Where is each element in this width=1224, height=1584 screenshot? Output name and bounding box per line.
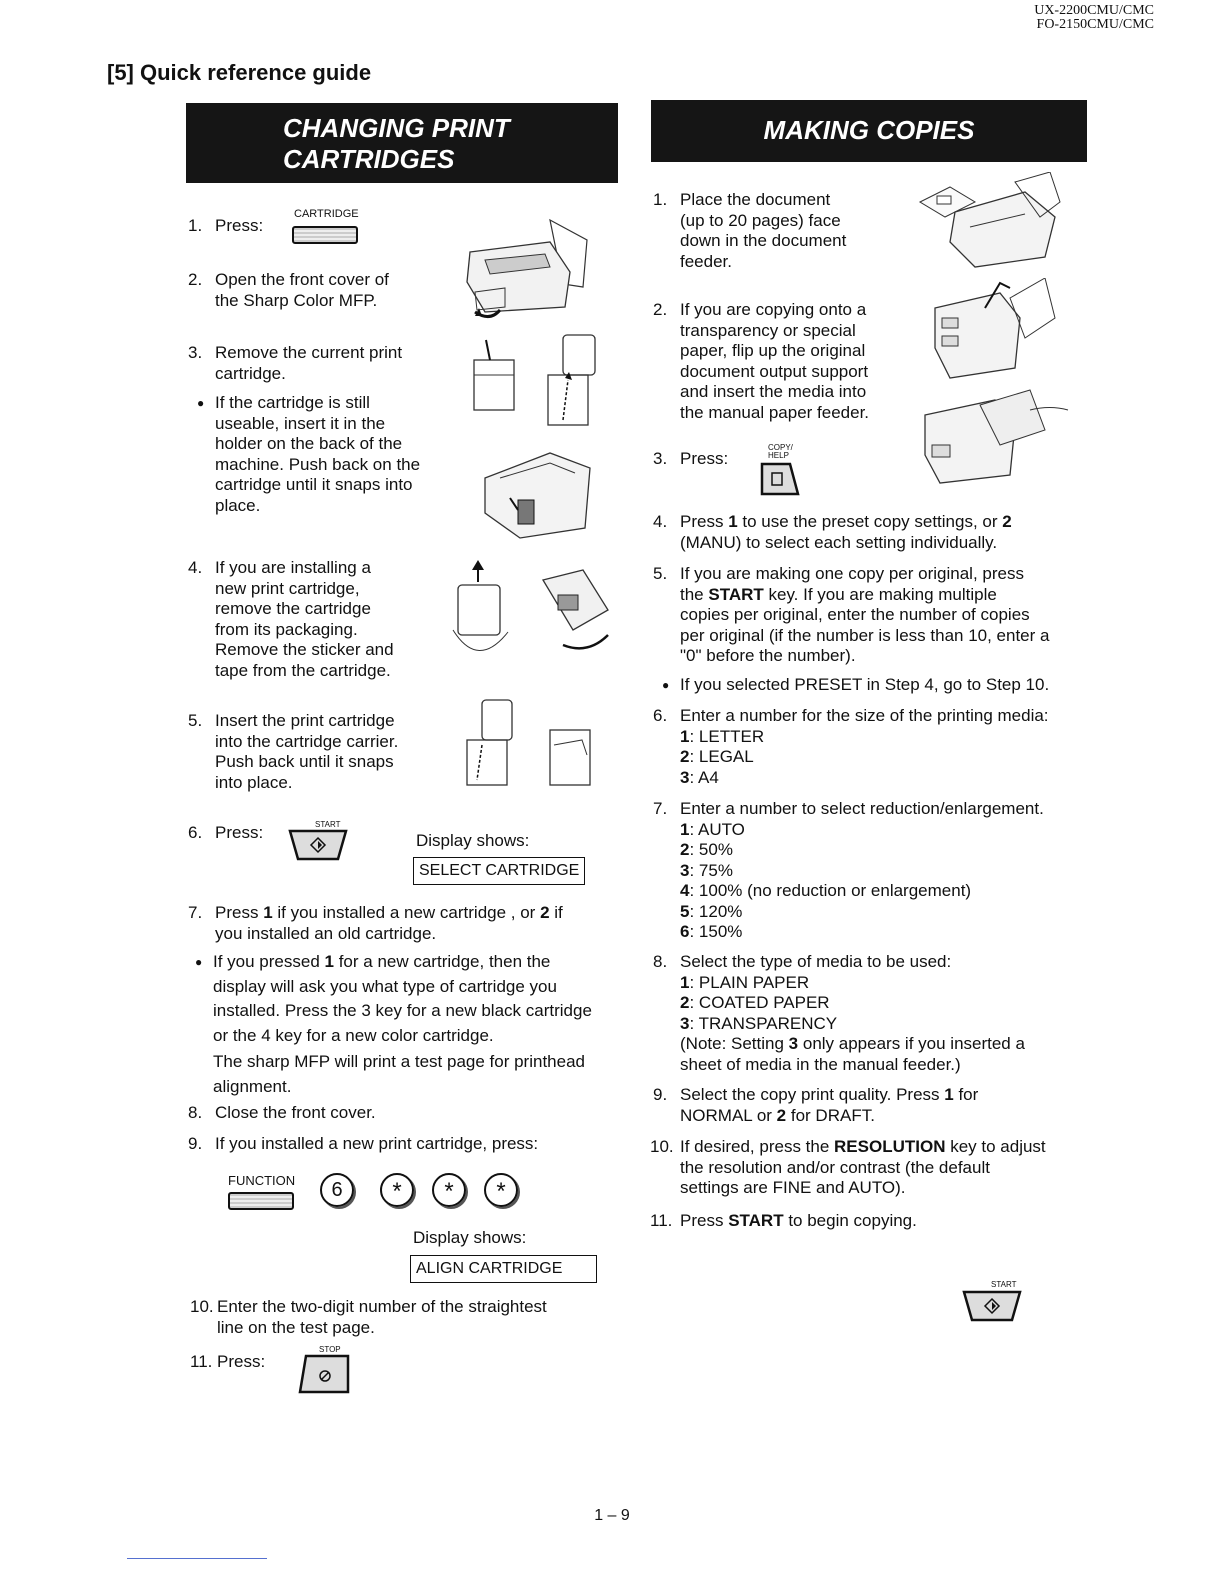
option-3 (680, 861, 1044, 882)
option-3 (680, 768, 1049, 789)
step-line: "0" before the number). (680, 646, 856, 665)
display-align-cartridge: ALIGN CARTRIDGE (410, 1255, 597, 1283)
note-line: sheet of media in the manual feeder.) (680, 1054, 961, 1074)
step-number: 2. (188, 270, 203, 289)
key-number: 1 (944, 1085, 954, 1104)
bullet-icon: ● (662, 678, 670, 692)
step-line: line on the test page. (217, 1317, 375, 1337)
step-text: Press: (680, 449, 729, 468)
left-step-2 (188, 270, 389, 311)
right-step-3 (653, 449, 729, 470)
option-key: 5 (680, 901, 690, 921)
step-line: Place the document (680, 190, 831, 209)
option-key: 1 (680, 819, 690, 839)
document-feeder-illustration (915, 172, 1065, 272)
step-line: and insert the media into (680, 382, 867, 401)
step-line: If you are copying onto a (680, 300, 867, 319)
step-number: 4. (653, 512, 668, 531)
cartridge-insertion-illustration (462, 695, 602, 795)
left-step-10 (190, 1297, 547, 1338)
text: for (953, 1085, 979, 1104)
step-line: Open the front cover of (215, 270, 389, 289)
option-key: 3 (680, 860, 690, 880)
display-select-cartridge: SELECT CARTRIDGE (413, 857, 585, 885)
right-step-9 (653, 1085, 979, 1126)
step-line (680, 1106, 978, 1127)
model-numbers (1034, 4, 1154, 32)
key-label-line: HELP (768, 451, 789, 460)
option-4 (680, 881, 1044, 902)
step-number: 7. (188, 903, 203, 922)
option-key: 2 (680, 840, 690, 859)
step-line (215, 903, 563, 924)
step-line: into the cartridge carrier. (215, 731, 399, 751)
function-key-label: FUNCTION (228, 1173, 296, 1188)
step-line: Remove the sticker and (215, 640, 394, 659)
banner-making-copies (651, 100, 1087, 162)
stop-key-icon (298, 1354, 350, 1394)
step-line: the Sharp Color MFP. (215, 290, 378, 310)
text: Press (680, 512, 729, 531)
step-number: 11. (190, 1352, 213, 1371)
option-value: : 50% (689, 840, 733, 859)
step-line: Select the type of media to be used: (680, 952, 952, 971)
step-line: the resolution and/or contrast (the default (680, 1157, 990, 1177)
step-number: 6. (188, 823, 203, 842)
key-number: 2 (1002, 512, 1012, 531)
divider (127, 1558, 267, 1559)
option-2 (680, 840, 1044, 861)
step-number: 5. (188, 711, 203, 730)
step-line (680, 512, 1012, 533)
step-line: (up to 20 pages) face (680, 210, 841, 230)
option-key: 4 (680, 881, 690, 900)
text: if you installed a new cartridge , or (272, 903, 541, 922)
step-number: 10. (190, 1297, 214, 1316)
text: Select the copy print quality. Press (680, 1085, 945, 1104)
left-step-11 (190, 1352, 266, 1373)
text: if (549, 903, 563, 922)
option-key: 1 (680, 726, 690, 746)
banner-changing-print-cartridges (186, 103, 618, 183)
step-number: 10. (650, 1137, 674, 1156)
step-line: Remove the current print (215, 343, 403, 362)
step-number: 3. (188, 343, 203, 362)
step-line: alignment. (213, 1076, 292, 1096)
key-number: 1 (728, 512, 738, 531)
step-line: copies per original, enter the number of copies (680, 605, 1030, 624)
model-line-2: FO-2150CMU/CMC (1036, 17, 1154, 32)
step-line: feeder. (680, 251, 732, 271)
step-number: 5. (653, 564, 668, 583)
step-number: 9. (653, 1085, 668, 1104)
right-step-6 (653, 706, 1049, 788)
step-number: 11. (650, 1211, 673, 1230)
key-number: 2 (540, 903, 550, 922)
right-step-2 (653, 300, 870, 423)
left-step-3-bullet (197, 393, 421, 516)
star-key-icon: * (484, 1173, 518, 1207)
right-step-5 (653, 564, 1050, 667)
key-number: 2 (776, 1105, 787, 1125)
left-step-9 (188, 1134, 539, 1155)
key-number: 3 (788, 1034, 799, 1053)
text: only appears if you inserted a (798, 1034, 1025, 1053)
step-text: If you installed a new print cartridge, press: (215, 1134, 539, 1153)
bullet-icon: ● (197, 396, 205, 410)
right-step-10 (650, 1137, 1046, 1199)
step-line (680, 1137, 1046, 1158)
option-value: : PLAIN PAPER (689, 972, 810, 992)
key-number: 1 (324, 952, 334, 971)
text: If you pressed (213, 952, 325, 971)
display-shows-label: Display shows: (413, 1228, 527, 1247)
right-step-8 (653, 952, 1025, 1075)
option-value: : LEGAL (689, 747, 754, 766)
display-shows-label: Display shows: (416, 831, 530, 850)
step-line: Insert the print cartridge (215, 711, 395, 730)
step-line: down in the document (680, 231, 847, 250)
option-key: 2 (680, 993, 690, 1012)
digit-6-key-icon: 6 (320, 1173, 354, 1207)
left-step-4 (188, 558, 394, 681)
text: key to adjust (945, 1137, 1046, 1156)
left-step-1 (188, 216, 264, 237)
option-value: : 75% (689, 860, 733, 880)
right-step-1 (653, 190, 847, 272)
key-name: START (728, 1211, 784, 1230)
star-key-icon: * (380, 1173, 414, 1207)
copy-help-key-label (768, 444, 793, 460)
step-number: 8. (653, 952, 668, 971)
option-value: : AUTO (689, 819, 745, 839)
step-line: The sharp MFP will print a test page for printhead (213, 1052, 585, 1071)
step-line (680, 1085, 978, 1106)
key-name: RESOLUTION (834, 1137, 946, 1156)
option-1 (680, 820, 1044, 841)
note-line (680, 1034, 1025, 1055)
option-value: : 120% (689, 901, 743, 921)
banner-text: MAKING COPIES (763, 115, 975, 145)
text: NORMAL or (680, 1105, 777, 1125)
right-step-4 (653, 512, 1012, 553)
step-line: document output support (680, 361, 869, 381)
step-line: If you are making one copy per original, press (680, 564, 1024, 583)
step-line: If the cartridge is still (215, 393, 370, 412)
left-step-6 (188, 823, 264, 844)
option-key: 2 (680, 747, 690, 766)
step-number: 7. (653, 799, 668, 818)
option-3 (680, 1014, 1025, 1035)
cartridge-key-icon (292, 226, 358, 244)
start-key-icon (962, 1289, 1022, 1323)
banner-line-1: CHANGING PRINT (283, 113, 510, 143)
key-label-line: COPY/ (768, 443, 793, 452)
left-step-3 (188, 343, 403, 384)
step-number: 8. (188, 1103, 203, 1122)
step-line (213, 950, 592, 975)
page-number: 1 – 9 (594, 1507, 630, 1524)
step-line (680, 585, 1049, 606)
step-number: 1. (188, 216, 203, 235)
key-name: START (708, 584, 764, 604)
text: for DRAFT. (786, 1105, 875, 1125)
text: Press (680, 1211, 729, 1230)
step-line: tape from the cartridge. (215, 660, 391, 680)
stop-key-label: STOP (319, 1345, 341, 1354)
cartridge-key-label: CARTRIDGE (294, 208, 359, 220)
cartridge-packaging-illustration (448, 560, 628, 670)
step-line: machine. Push back on the (215, 454, 421, 474)
cartridge-holder-illustration (480, 438, 600, 543)
text: to use the preset copy settings, or (737, 512, 1003, 531)
manual-feeder-illustration (920, 385, 1070, 485)
option-key: 6 (680, 922, 690, 941)
start-key-icon (288, 828, 348, 862)
text: to begin copying. (783, 1211, 917, 1230)
right-step-7 (653, 799, 1044, 943)
option-value: : 100% (no reduction or enlargement) (689, 881, 972, 900)
step-line: Enter a number for the size of the printing media: (680, 706, 1049, 725)
text: If desired, press the (680, 1137, 835, 1156)
start-key-label: START (315, 820, 341, 829)
step-line: If you are installing a (215, 558, 371, 577)
step-number: 6. (653, 706, 668, 725)
option-value: : LETTER (689, 726, 765, 746)
output-support-illustration (930, 278, 1060, 383)
bullet-icon: ● (195, 955, 203, 969)
step-line: place. (215, 495, 261, 515)
option-key: 3 (680, 767, 690, 787)
text: Press (215, 903, 264, 922)
start-key-label: START (991, 1280, 1017, 1289)
step-line: cartridge until it snaps into (215, 475, 413, 494)
left-step-7-bullet (195, 950, 592, 1099)
right-step-5-bullet (662, 675, 1050, 696)
text: (Note: Setting (680, 1034, 789, 1053)
step-line: the manual paper feeder. (680, 402, 870, 422)
step-text: Press: (215, 823, 264, 842)
option-value: : TRANSPARENCY (689, 1013, 838, 1033)
step-line: useable, insert it in the (215, 413, 386, 433)
step-line: remove the cartridge (215, 599, 371, 618)
step-line: per original (if the number is less than 10, enter a (680, 625, 1050, 645)
step-line: paper, flip up the original (680, 341, 866, 360)
step-number: 9. (188, 1134, 203, 1153)
step-line: (MANU) to select each setting individually. (680, 532, 998, 552)
option-2 (680, 993, 1025, 1014)
step-line: new print cartridge, (215, 578, 360, 598)
text: for a new cartridge, then the (333, 952, 551, 971)
step-number: 1. (653, 190, 668, 209)
function-key-icon (228, 1192, 294, 1210)
step-number: 3. (653, 449, 668, 468)
option-6 (680, 922, 1044, 943)
step-number: 4. (188, 558, 203, 577)
step-line: into place. (215, 772, 293, 792)
step-text: Press: (217, 1352, 266, 1371)
option-value: : COATED PAPER (689, 993, 830, 1012)
step-line: Enter the two-digit number of the straightest (217, 1297, 547, 1316)
step-line: Enter a number to select reduction/enlargement. (680, 799, 1044, 818)
step-line: cartridge. (215, 363, 286, 383)
option-key: 1 (680, 972, 690, 992)
section-title: [5] Quick reference guide (107, 60, 372, 85)
text: key. If you are making multiple (763, 584, 997, 604)
step-line: or the 4 key for a new color cartridge. (213, 1025, 494, 1045)
step-line: installed. Press the 3 key for a new black cartridge (213, 1001, 592, 1020)
key-number: 1 (263, 903, 273, 922)
option-value: : 150% (689, 922, 743, 941)
step-number: 2. (653, 300, 668, 319)
banner-line-2: CARTRIDGES (283, 144, 455, 174)
star-key-icon: * (432, 1173, 466, 1207)
option-key: 3 (680, 1013, 690, 1033)
cartridge-removal-illustration (468, 330, 608, 440)
step-line: holder on the back of the (215, 434, 403, 453)
copy-help-key-icon (760, 462, 800, 496)
left-step-8 (188, 1103, 376, 1124)
step-line: transparency or special (680, 320, 856, 340)
step-line: settings are FINE and AUTO). (680, 1178, 906, 1197)
option-value: : A4 (689, 767, 719, 787)
step-line: Push back until it snaps (215, 752, 394, 771)
option-5 (680, 902, 1044, 923)
step-text: If you selected PRESET in Step 4, go to Step 10. (680, 675, 1050, 694)
fax-machine-cover-open-illustration (455, 212, 595, 322)
right-step-11 (650, 1211, 917, 1232)
left-step-5 (188, 711, 399, 793)
option-2 (680, 747, 1049, 768)
step-line: from its packaging. (215, 619, 358, 639)
step-text: Close the front cover. (215, 1103, 376, 1122)
step-text: Press: (215, 216, 264, 235)
left-step-7 (188, 903, 563, 944)
text: the (680, 584, 709, 604)
model-line-1: UX-2200CMU/CMC (1034, 3, 1154, 18)
option-1 (680, 727, 1049, 748)
step-line: you installed an old cartridge. (215, 923, 437, 943)
step-line: display will ask you what type of cartridge you (213, 976, 557, 996)
option-1 (680, 973, 1025, 994)
